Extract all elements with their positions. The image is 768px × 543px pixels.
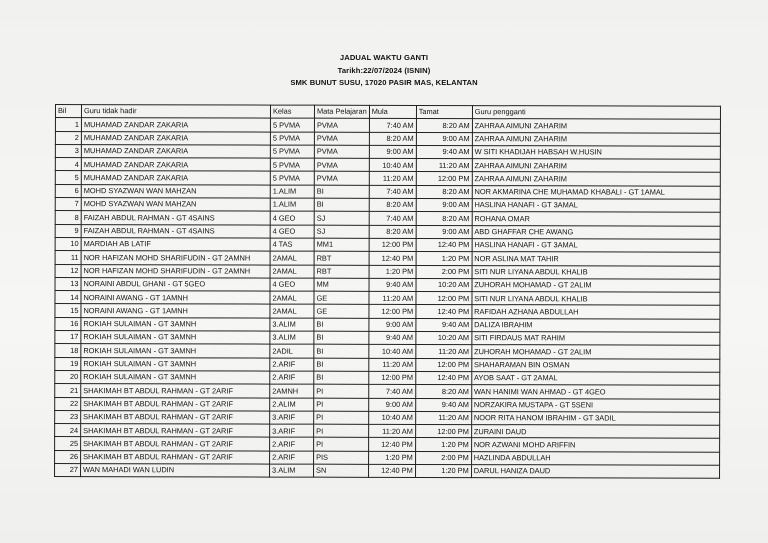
cell-subject: PIS xyxy=(314,451,369,464)
cell-end: 9:00 AM xyxy=(416,199,472,212)
cell-start: 12:40 PM xyxy=(368,464,415,477)
cell-subject: RBT xyxy=(314,251,369,264)
cell-class: 3.ARIF xyxy=(270,411,314,424)
cell-class: 5 PVMA xyxy=(270,158,314,171)
cell-start: 9:40 AM xyxy=(369,278,416,291)
cell-absent-teacher: ROKIAH SULAIMAN - GT 3AMNH xyxy=(81,344,270,358)
cell-start: 10:40 AM xyxy=(369,159,416,172)
cell-end: 12:00 PM xyxy=(416,358,472,371)
cell-bil: 18 xyxy=(55,344,81,357)
cell-class: 2AMNH xyxy=(270,384,314,397)
cell-bil: 27 xyxy=(55,464,81,477)
cell-end: 10:20 AM xyxy=(416,331,472,344)
cell-start: 12:40 PM xyxy=(369,252,416,265)
cell-absent-teacher: ROKIAH SULAIMAN - GT 3AMNH xyxy=(81,357,270,371)
cell-start: 12:40 PM xyxy=(368,438,415,451)
cell-subject: PI xyxy=(314,411,369,424)
cell-bil: 7 xyxy=(55,198,81,211)
cell-end: 1:20 PM xyxy=(415,438,471,451)
cell-bil: 5 xyxy=(55,171,81,184)
relief-timetable xyxy=(54,104,721,479)
cell-absent-teacher: SHAKIMAH BT ABDUL RAHMAN - GT 2ARIF xyxy=(81,384,270,398)
cell-replacement: SITI NUR LIYANA ABDUL KHALIB xyxy=(472,292,720,306)
cell-class: 4 GEO xyxy=(270,211,314,224)
cell-replacement: W SITI KHADIJAH HABSAH W.HUSIN xyxy=(472,145,720,159)
cell-replacement: NOR AKMARINA CHE MUHAMAD KHABALI - GT 1AMAL xyxy=(472,185,720,199)
cell-subject: SN xyxy=(314,464,369,477)
cell-absent-teacher: MUHAMAD ZANDAR ZAKARIA xyxy=(81,144,270,158)
school-name: SMK BUNUT SUSU, 17020 PASIR MAS, KELANTAN xyxy=(290,78,478,87)
cell-subject: PI xyxy=(314,438,369,451)
cell-class: 2AMAL xyxy=(270,265,314,278)
cell-end: 9:40 AM xyxy=(415,398,471,411)
cell-absent-teacher: SHAKIMAH BT ABDUL RAHMAN - GT 2ARIF xyxy=(81,450,270,464)
cell-bil: 20 xyxy=(55,370,81,383)
cell-end: 10:20 AM xyxy=(416,278,472,291)
cell-replacement: NOR AZWANI MOHD ARIFFIN xyxy=(471,438,719,452)
cell-absent-teacher: NORAINI ABDUL GHANI - GT 5GEO xyxy=(81,277,270,291)
cell-replacement: DALIZA IBRAHIM xyxy=(472,318,720,332)
cell-class: 3.ALIM xyxy=(270,318,314,331)
cell-replacement: AYOB SAAT - GT 2AMAL xyxy=(471,372,719,386)
cell-absent-teacher: FAIZAH ABDUL RAHMAN - GT 4SAINS xyxy=(81,224,270,238)
cell-replacement: ZAHRAA AIMUNI ZAHARIM xyxy=(472,132,720,146)
cell-bil: 8 xyxy=(55,211,81,224)
cell-subject: PI xyxy=(314,424,369,437)
cell-subject: BI xyxy=(314,371,369,384)
cell-start: 7:40 AM xyxy=(369,185,416,198)
cell-absent-teacher: ROKIAH SULAIMAN - GT 3AMNH xyxy=(81,317,270,331)
cell-subject: PVMA xyxy=(314,132,369,145)
cell-replacement: NOOR RITA HANOM IBRAHIM - GT 3ADIL xyxy=(471,411,719,425)
cell-absent-teacher: NOR HAFIZAN MOHD SHARIFUDIN - GT 2AMNH xyxy=(81,251,270,265)
cell-class: 5 PVMA xyxy=(270,145,314,158)
cell-bil: 14 xyxy=(55,291,81,304)
cell-replacement: HAZLINDA ABDULLAH xyxy=(471,451,719,465)
cell-class: 2AMAL xyxy=(270,305,314,318)
col-header-replacement: Guru pengganti xyxy=(472,106,720,120)
cell-class: 4 TAS xyxy=(270,238,314,251)
cell-class: 1.ALIM xyxy=(270,185,314,198)
cell-class: 2ADIL xyxy=(270,344,314,357)
cell-class: 5 PVMA xyxy=(270,132,314,145)
cell-bil: 16 xyxy=(55,317,81,330)
cell-end: 12:00 PM xyxy=(415,425,471,438)
cell-bil: 22 xyxy=(55,397,81,410)
cell-start: 12:00 PM xyxy=(369,305,416,318)
cell-end: 12:00 PM xyxy=(416,292,472,305)
cell-absent-teacher: FAIZAH ABDUL RAHMAN - GT 4SAINS xyxy=(81,211,270,225)
cell-replacement: HASLINA HANAFI - GT 3AMAL xyxy=(472,239,720,253)
cell-end: 12:40 PM xyxy=(415,371,471,384)
cell-subject: PVMA xyxy=(314,145,369,158)
cell-subject: BI xyxy=(314,185,369,198)
cell-bil: 6 xyxy=(55,184,81,197)
cell-bil: 25 xyxy=(55,437,81,450)
col-header-class: Kelas xyxy=(270,105,314,118)
cell-end: 1:20 PM xyxy=(416,252,472,265)
cell-end: 2:00 PM xyxy=(415,451,471,464)
cell-end: 12:40 PM xyxy=(416,238,472,251)
cell-bil: 24 xyxy=(55,424,81,437)
cell-replacement: SITI FIRDAUS MAT RAHIM xyxy=(472,332,720,346)
cell-class: 3.ALIM xyxy=(270,331,314,344)
cell-bil: 12 xyxy=(55,264,81,277)
cell-start: 7:40 AM xyxy=(369,212,416,225)
cell-start: 11:20 AM xyxy=(369,172,416,185)
cell-absent-teacher: MUHAMAD ZANDAR ZAKARIA xyxy=(81,158,270,172)
cell-subject: SJ xyxy=(314,212,369,225)
cell-absent-teacher: ROKIAH SULAIMAN - GT 3AMNH xyxy=(81,371,270,385)
cell-subject: MM xyxy=(314,278,369,291)
cell-end: 1:20 PM xyxy=(415,464,471,477)
cell-replacement: HASLINA HANAFI - GT 3AMAL xyxy=(472,199,720,213)
cell-class: 3.ALIM xyxy=(270,464,314,477)
cell-start: 11:20 AM xyxy=(368,424,415,437)
cell-end: 11:20 AM xyxy=(416,159,472,172)
cell-subject: BI xyxy=(314,331,369,344)
col-header-end: Tamat xyxy=(416,105,472,118)
cell-end: 8:20 AM xyxy=(415,385,471,398)
cell-absent-teacher: MUHAMAD ZANDAR ZAKARIA xyxy=(81,118,270,132)
cell-class: 4 GEO xyxy=(270,278,314,291)
cell-start: 9:00 AM xyxy=(369,318,416,331)
table-body xyxy=(55,118,721,479)
cell-absent-teacher: MARDIAH AB LATIF xyxy=(81,238,270,252)
cell-absent-teacher: MOHD SYAZWAN WAN MAHZAN xyxy=(81,198,270,212)
cell-replacement: ZUHORAH MOHAMAD - GT 2ALIM xyxy=(472,278,720,292)
cell-start: 9:00 AM xyxy=(368,398,415,411)
cell-bil: 21 xyxy=(55,384,81,397)
cell-start: 8:20 AM xyxy=(369,225,416,238)
cell-absent-teacher: MUHAMAD ZANDAR ZAKARIA xyxy=(81,171,270,185)
cell-start: 10:40 AM xyxy=(368,411,415,424)
col-header-start: Mula xyxy=(369,105,416,118)
cell-start: 10:40 AM xyxy=(369,345,416,358)
cell-bil: 10 xyxy=(55,237,81,250)
cell-subject: SJ xyxy=(314,225,369,238)
cell-absent-teacher: SHAKIMAH BT ABDUL RAHMAN - GT 2ARIF xyxy=(81,424,270,438)
cell-class: 5 PVMA xyxy=(270,172,314,185)
cell-start: 1:20 PM xyxy=(369,265,416,278)
cell-replacement: WAN HANIMI WAN AHMAD - GT 4GEO xyxy=(471,385,719,399)
cell-end: 9:40 AM xyxy=(416,145,472,158)
cell-subject: PI xyxy=(314,398,369,411)
cell-absent-teacher: WAN MAHADI WAN LUDIN xyxy=(81,464,270,478)
cell-bil: 1 xyxy=(55,118,81,131)
cell-start: 12:00 PM xyxy=(368,371,415,384)
cell-replacement: NOR ASLINA MAT TAHIR xyxy=(472,252,720,266)
cell-replacement: ZAHRAA AIMUNI ZAHARIM xyxy=(472,159,720,173)
cell-replacement: ABD GHAFFAR CHE AWANG xyxy=(472,225,720,239)
cell-class: 2.ALIM xyxy=(270,398,314,411)
document-date: Tarikh:22/07/2024 (ISNIN) xyxy=(337,65,431,75)
cell-end: 12:00 PM xyxy=(416,172,472,185)
cell-start: 11:20 AM xyxy=(369,358,416,371)
cell-bil: 2 xyxy=(55,131,81,144)
cell-subject: BI xyxy=(314,318,369,331)
cell-absent-teacher: NORAINI AWANG - GT 1AMNH xyxy=(81,304,270,318)
cell-replacement: SHAHARAMAN BIN OSMAN xyxy=(472,358,720,372)
cell-replacement: ZAHRAA AIMUNI ZAHARIM xyxy=(472,119,720,133)
cell-bil: 3 xyxy=(55,144,81,157)
cell-bil: 17 xyxy=(55,331,81,344)
cell-end: 9:40 AM xyxy=(416,318,472,331)
cell-absent-teacher: NOR HAFIZAN MOHD SHARIFUDIN - GT 2AMNH xyxy=(81,264,270,278)
cell-end: 9:00 AM xyxy=(416,225,472,238)
cell-end: 8:20 AM xyxy=(416,185,472,198)
cell-end: 8:20 AM xyxy=(416,119,472,132)
cell-class: 2.ARIF xyxy=(270,371,314,384)
cell-bil: 13 xyxy=(55,277,81,290)
cell-subject: PVMA xyxy=(314,172,369,185)
cell-replacement: RAFIDAH AZHANA ABDULLAH xyxy=(472,305,720,319)
cell-subject: BI xyxy=(314,345,369,358)
cell-start: 8:20 AM xyxy=(369,132,416,145)
cell-end: 11:20 AM xyxy=(416,345,472,358)
cell-subject: PI xyxy=(314,384,369,397)
cell-absent-teacher: MOHD SYAZWAN WAN MAHZAN xyxy=(81,184,270,198)
cell-absent-teacher: SHAKIMAH BT ABDUL RAHMAN - GT 2ARIF xyxy=(81,397,270,411)
cell-replacement: DARUL HANIZA DAUD xyxy=(471,465,719,479)
cell-bil: 23 xyxy=(55,410,81,423)
cell-class: 1.ALIM xyxy=(270,198,314,211)
cell-subject: GE xyxy=(314,291,369,304)
cell-subject: MM1 xyxy=(314,238,369,251)
cell-class: 2AMAL xyxy=(270,251,314,264)
cell-bil: 15 xyxy=(55,304,81,317)
cell-subject: PVMA xyxy=(314,118,369,131)
cell-absent-teacher: ROKIAH SULAIMAN - GT 3AMNH xyxy=(81,331,270,345)
cell-class: 3.ARIF xyxy=(270,424,314,437)
cell-start: 9:00 AM xyxy=(369,145,416,158)
cell-end: 8:20 AM xyxy=(416,212,472,225)
cell-subject: PVMA xyxy=(314,158,369,171)
cell-replacement: SITI NUR LIYANA ABDUL KHALIB xyxy=(472,265,720,279)
cell-absent-teacher: MUHAMAD ZANDAR ZAKARIA xyxy=(81,131,270,145)
table-row xyxy=(55,464,720,479)
cell-class: 2.ARIF xyxy=(270,358,314,371)
cell-subject: BI xyxy=(314,198,369,211)
cell-class: 4 GEO xyxy=(270,225,314,238)
cell-end: 11:20 AM xyxy=(415,411,471,424)
cell-bil: 9 xyxy=(55,224,81,237)
cell-start: 1:20 PM xyxy=(368,451,415,464)
cell-class: 2.ARIF xyxy=(270,437,314,450)
cell-start: 9:40 AM xyxy=(369,331,416,344)
cell-replacement: ZAHRAA AIMUNI ZAHARIM xyxy=(472,172,720,186)
col-header-subject: Mata Pelajaran xyxy=(314,105,369,118)
cell-replacement: NORZAKIRA MUSTAPA - GT 5SENI xyxy=(471,398,719,412)
cell-start: 12:00 PM xyxy=(369,238,416,251)
cell-class: 5 PVMA xyxy=(270,118,314,131)
cell-subject: RBT xyxy=(314,265,369,278)
cell-class: 2AMAL xyxy=(270,291,314,304)
document-heading xyxy=(0,52,768,90)
cell-bil: 11 xyxy=(55,251,81,264)
document-title: JADUAL WAKTU GANTI xyxy=(339,53,429,62)
cell-end: 9:00 AM xyxy=(416,132,472,145)
col-header-bil: Bil xyxy=(55,105,81,118)
cell-start: 7:40 AM xyxy=(369,119,416,132)
cell-absent-teacher: SHAKIMAH BT ABDUL RAHMAN - GT 2ARIF xyxy=(81,437,270,451)
cell-end: 12:40 PM xyxy=(416,305,472,318)
cell-absent-teacher: SHAKIMAH BT ABDUL RAHMAN - GT 2ARIF xyxy=(81,410,270,424)
cell-bil: 19 xyxy=(55,357,81,370)
cell-subject: GE xyxy=(314,305,369,318)
cell-replacement: ZURAINI DAUD xyxy=(471,425,719,439)
cell-bil: 4 xyxy=(55,158,81,171)
cell-replacement: ROHANA OMAR xyxy=(472,212,720,226)
cell-absent-teacher: NORAINI AWANG - GT 1AMNH xyxy=(81,291,270,305)
cell-subject: BI xyxy=(314,358,369,371)
cell-start: 8:20 AM xyxy=(369,198,416,211)
cell-start: 7:40 AM xyxy=(368,385,415,398)
cell-start: 11:20 AM xyxy=(369,291,416,304)
cell-end: 2:00 PM xyxy=(416,265,472,278)
col-header-absent-teacher: Guru tidak hadir xyxy=(81,105,270,119)
cell-class: 2.ARIF xyxy=(270,451,314,464)
cell-bil: 26 xyxy=(55,450,81,463)
cell-replacement: ZUHORAH MOHAMAD - GT 2ALIM xyxy=(472,345,720,359)
